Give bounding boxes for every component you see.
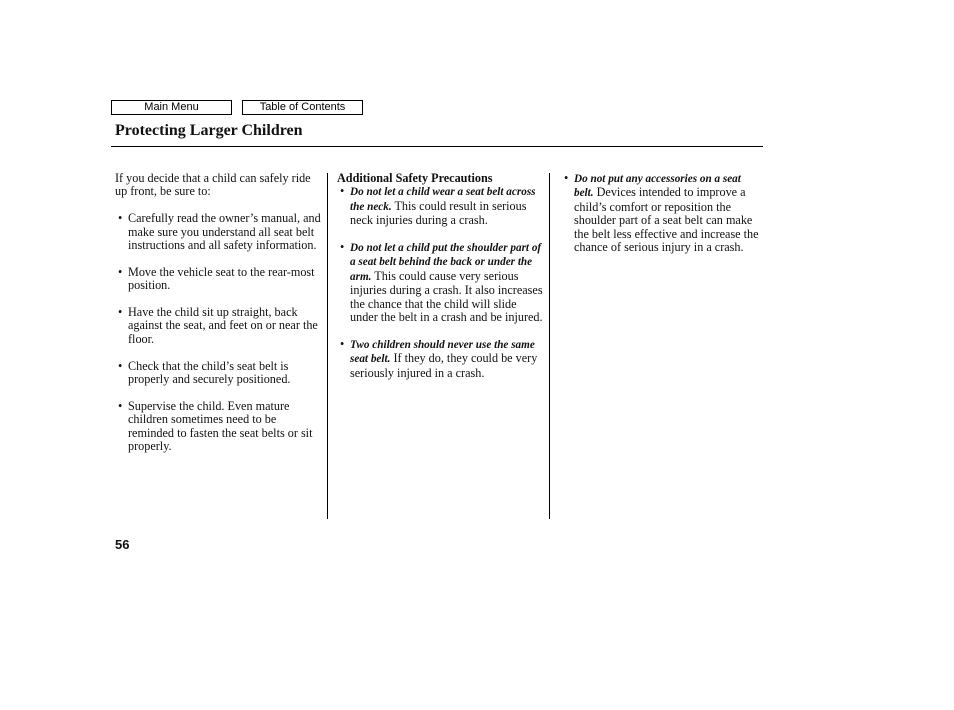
- column-2: [337, 172, 543, 393]
- list-item: [337, 338, 543, 380]
- list-item: [561, 172, 759, 254]
- bullet-icon: •: [118, 398, 123, 413]
- bullet-icon: •: [340, 184, 345, 199]
- title-divider: [111, 146, 763, 147]
- bullet-icon: •: [118, 211, 123, 226]
- list-item: [115, 212, 323, 252]
- table-of-contents-button[interactable]: Table of Contents: [242, 100, 363, 115]
- list-item: [337, 185, 543, 227]
- page-number: 56: [115, 537, 130, 552]
- list-item-text: Move the vehicle seat to the rear-most position.: [128, 264, 315, 293]
- list-item: [115, 306, 323, 346]
- column-1: [115, 172, 323, 467]
- bullet-icon: •: [118, 358, 123, 373]
- safety-precautions-list: [337, 185, 543, 380]
- warning-emphasis: Do not let a child wear a seat belt across the neck.: [350, 186, 536, 213]
- warning-text: If they do, they could be very seriously injured in a crash.: [350, 351, 538, 380]
- bullet-icon: •: [118, 264, 123, 279]
- warning-emphasis: Do not put any accessories on a seat belt.: [574, 173, 741, 200]
- warning-emphasis: Two children should never use the same seat belt.: [350, 338, 535, 366]
- accessory-warning-list: [561, 172, 759, 254]
- list-item-text: Check that the child’s seat belt is properly and securely positioned.: [128, 358, 291, 387]
- list-item: [115, 360, 323, 387]
- list-item-text: Have the child sit up straight, back against the seat, and feet on or near the floor.: [128, 305, 318, 346]
- list-item-text: Supervise the child. Even mature children sometimes need to be reminded to fasten the seat belts or sit properly.: [128, 398, 313, 454]
- list-item: [337, 241, 543, 324]
- page-title: Protecting Larger Children: [115, 122, 303, 139]
- bullet-icon: •: [340, 336, 345, 351]
- column-3: [561, 172, 759, 268]
- intro-text: If you decide that a child can safely ride up front, be sure to:: [115, 171, 311, 199]
- precaution-list: [115, 212, 323, 453]
- bullet-icon: •: [340, 240, 345, 255]
- bullet-icon: •: [564, 171, 569, 185]
- warning-text: This could cause very serious injuries during a crash. It also increases the chance that the child will slide under the belt in a crash and be injured.: [350, 268, 543, 325]
- warning-text: This could result in serious neck injuries during a crash.: [350, 198, 527, 228]
- column-divider-1: [327, 173, 328, 519]
- main-menu-button[interactable]: Main Menu: [111, 100, 232, 115]
- warning-emphasis: Do not let a child put the shoulder part of a seat belt behind the back or under the arm.: [350, 242, 542, 283]
- bullet-icon: •: [118, 305, 123, 320]
- column-divider-2: [549, 173, 550, 519]
- list-item: [115, 266, 323, 293]
- section-heading: Additional Safety Precautions: [337, 171, 493, 185]
- list-item-text: Carefully read the owner’s manual, and make sure you understand all seat belt instructions and all safety information.: [128, 211, 321, 253]
- warning-text: Devices intended to improve a child’s comfort or reposition the shoulder part of a seat belt can make the belt less effective and increase the chance of serious injury in a crash.: [574, 185, 759, 255]
- list-item: [115, 400, 323, 454]
